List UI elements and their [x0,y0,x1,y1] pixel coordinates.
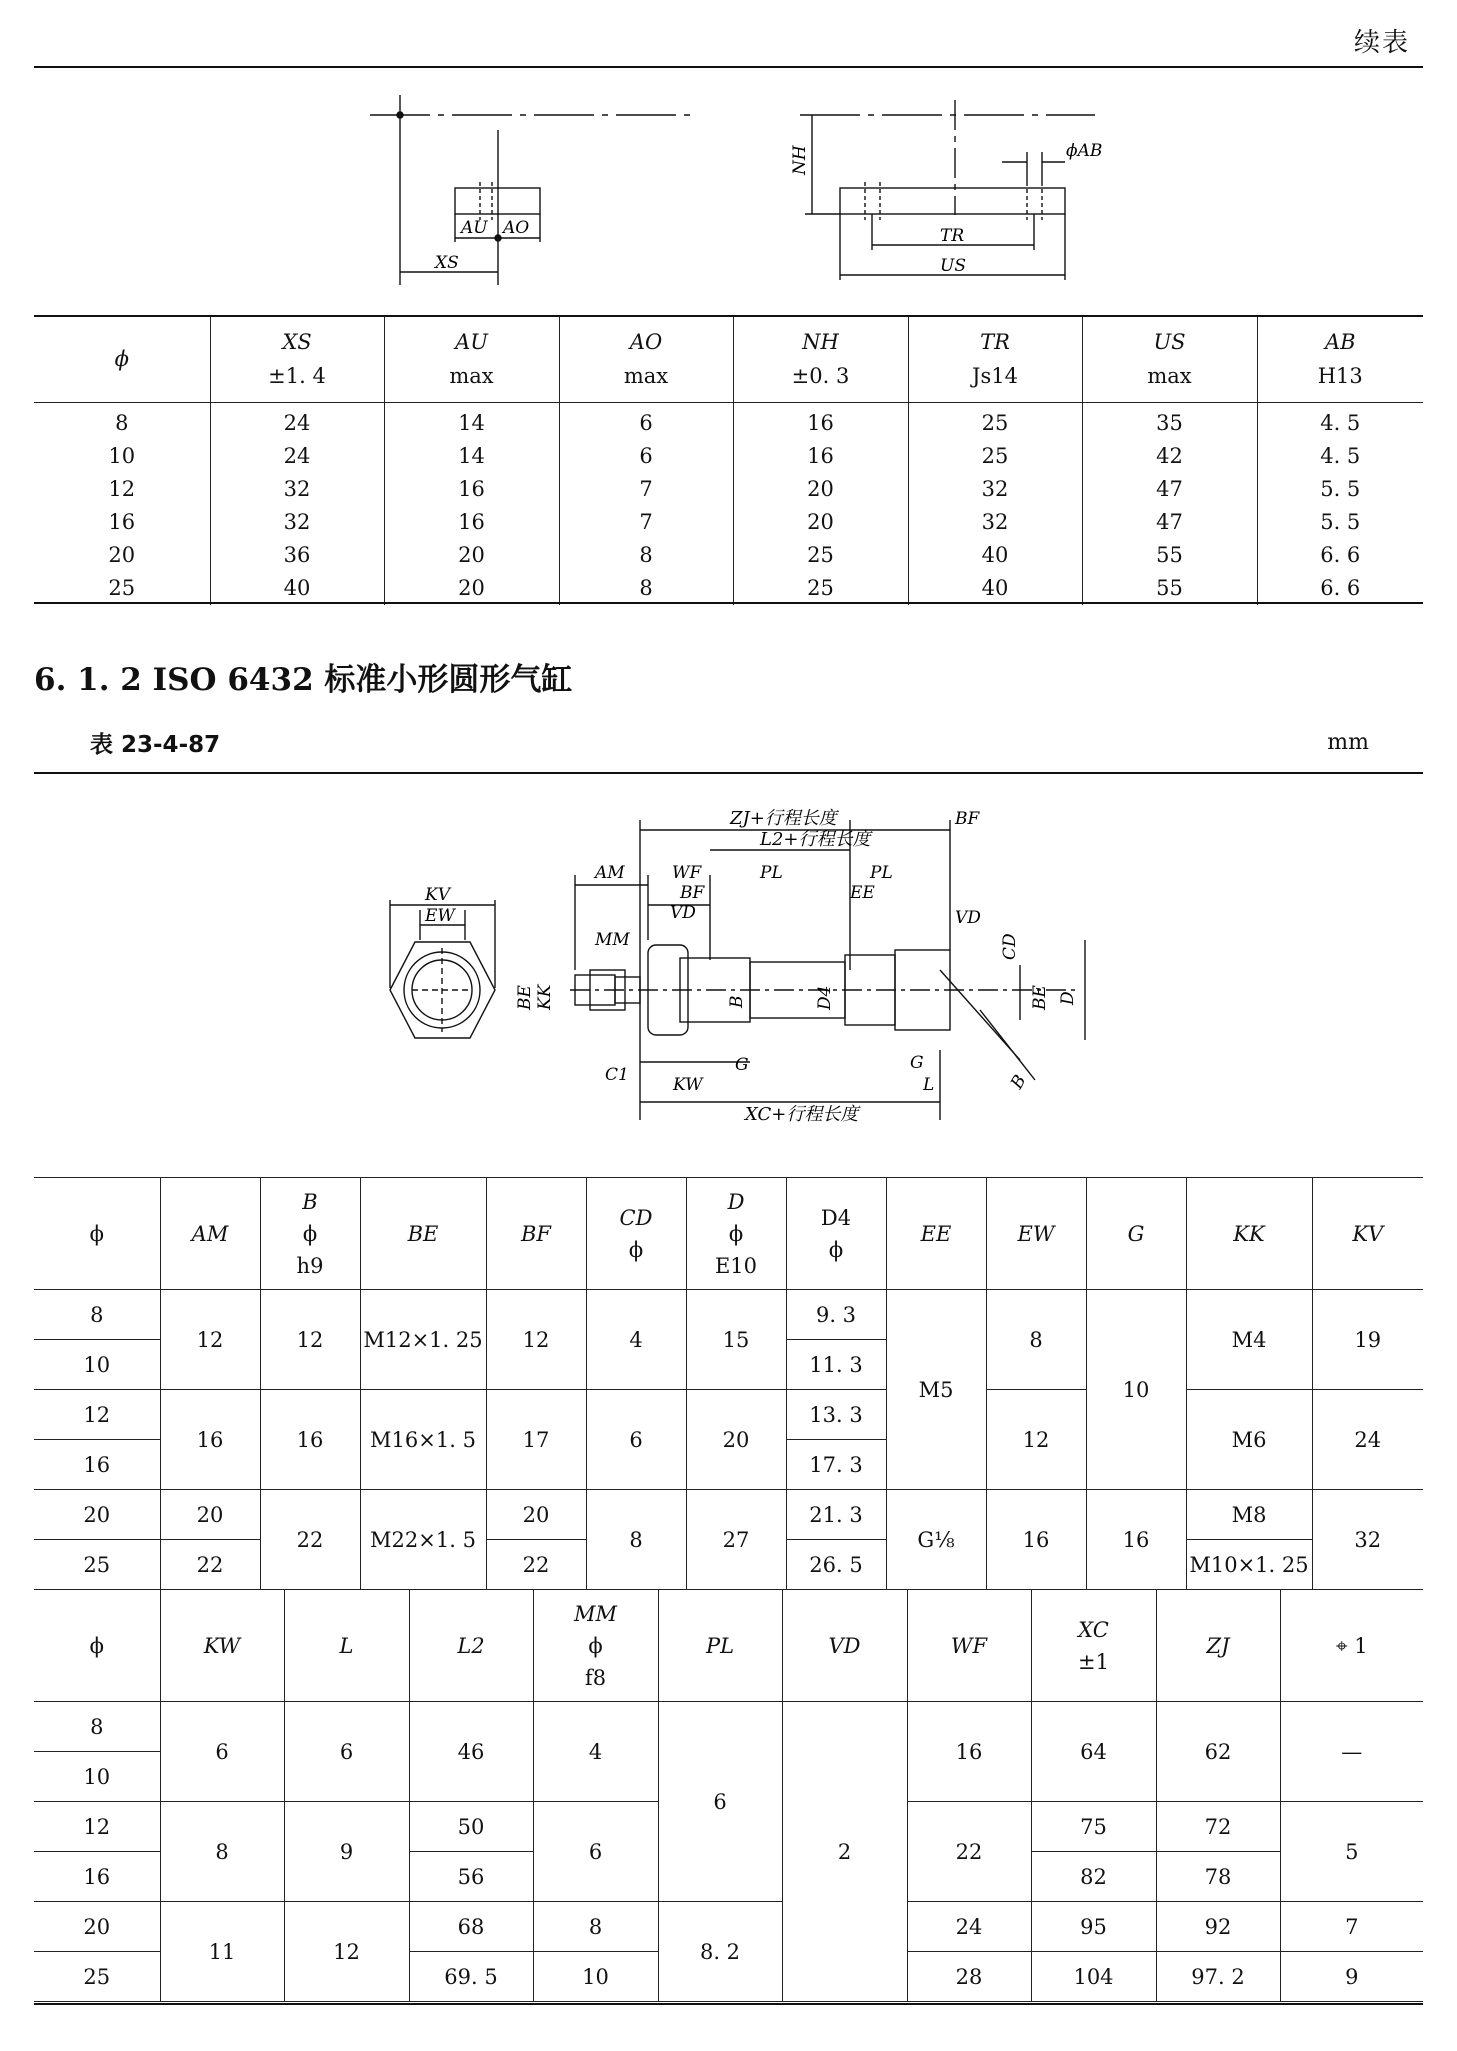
phi-cell: 16 [34,1852,160,1902]
be-label: BE [515,985,535,1010]
bf-cell: 17 [486,1390,586,1490]
header-cell: US max [1082,316,1257,402]
am-label: AM [595,863,625,883]
xc-cell: 95 [1031,1902,1156,1952]
table-cell: 20 [733,473,908,506]
table-row [34,402,1423,440]
table-row [34,1290,1423,1340]
pl2-label: PL [870,863,893,883]
au-label: AU [461,218,488,238]
table2b-header [34,1590,1423,1702]
kv-cell: 19 [1312,1290,1423,1390]
table-cell: 32 [210,506,384,539]
kv-cell: 24 [1312,1390,1423,1490]
table-cell: 42 [1082,440,1257,473]
table-cell: 20 [384,539,559,572]
table-cell: 20 [733,506,908,539]
zj-cell: 62 [1156,1702,1280,1802]
kk-cell: M8 [1186,1490,1312,1540]
table-cell: 40 [908,572,1082,605]
table-cell: 16 [733,440,908,473]
cylinder-drawing [380,790,1130,1140]
cd-cell: 8 [586,1490,686,1590]
l-cell: 12 [284,1902,409,2002]
table-cell: 7 [559,506,733,539]
ao-label: AO [503,218,530,238]
table2-bottom-rule [34,2003,1423,2005]
d4-cell: 17. 3 [786,1440,886,1490]
l-label: L [923,1075,935,1095]
table-cell: 14 [384,440,559,473]
phi-cell: 10 [34,1340,160,1390]
kw-cell: 11 [160,1902,284,2002]
mounting-sketch [360,90,1120,290]
table-row [34,539,1423,572]
header-cell: ϕ [34,316,210,402]
zj-label: ZJ+行程长度 [730,808,837,829]
header-cell: PL [658,1590,782,1702]
table-cell: 8 [559,572,733,605]
table-cell: 25 [733,572,908,605]
header-cell: EE [886,1178,986,1290]
d4-cell: 11. 3 [786,1340,886,1390]
table-row [34,440,1423,473]
table-cell: 5. 5 [1257,473,1423,506]
phi-cell: 8 [34,1290,160,1340]
d-cell: 20 [686,1390,786,1490]
wrench-cell: — [1280,1702,1423,1802]
section-title: 6. 1. 2 ISO 6432 标准小形圆形气缸 [34,662,573,698]
header-cell: G [1086,1178,1186,1290]
dimension-table-2a [34,1177,1423,1590]
kw-label: KW [673,1075,703,1095]
g-cell: 16 [1086,1490,1186,1590]
continued-label: 续表 [1353,28,1410,58]
table-cell: 5. 5 [1257,506,1423,539]
d4-cell: 26. 5 [786,1540,886,1590]
header-cell: BF [486,1178,586,1290]
cd-label: CD [1000,933,1020,960]
l2-cell: 69. 5 [409,1952,533,2002]
table-cell: 24 [210,402,384,440]
header-cell: D ϕ E10 [686,1178,786,1290]
xc-label: XC+行程长度 [745,1104,859,1125]
kk-cell: M10×1. 25 [1186,1540,1312,1590]
d-label: D [1058,991,1078,1005]
table-cell: 25 [908,440,1082,473]
kw-cell: 6 [160,1702,284,1802]
xc-cell: 64 [1031,1702,1156,1802]
table-cell: 12 [108,476,136,501]
zj-cell: 97. 2 [1156,1952,1280,2002]
pl-cell: 6 [658,1702,782,1902]
cd-cell: 6 [586,1390,686,1490]
phi-cell: 25 [34,1952,160,2002]
kw-cell: 8 [160,1802,284,1902]
wf-cell: 28 [907,1952,1031,2002]
table-row [34,473,1423,506]
mm-cell: 4 [533,1702,658,1802]
l2-cell: 50 [409,1802,533,1852]
table-row [34,1390,1423,1440]
pl-label: PL [760,863,783,883]
table-cell: 20 [384,572,559,605]
b-cell: 16 [260,1390,360,1490]
c1-label: C1 [605,1065,629,1085]
dimension-table-2b [34,1589,1423,2002]
b-cell: 12 [260,1290,360,1390]
header-cell: VD [782,1590,907,1702]
b-cell: 22 [260,1490,360,1590]
mm-label: MM [595,930,630,950]
am-cell: 22 [160,1540,260,1590]
header-cell: WF [907,1590,1031,1702]
table-cell: 10 [108,443,136,468]
table-cell: 6. 6 [1257,539,1423,572]
l-cell: 6 [284,1702,409,1802]
vd-cell: 2 [782,1702,907,2002]
dimension-table-1 [34,316,1423,605]
tr-label: TR [940,226,965,246]
table-cell: 24 [210,440,384,473]
header-cell: AU max [384,316,559,402]
bf-top-label: BF [955,809,980,829]
table-cell: 55 [1082,572,1257,605]
ew-label: EW [425,906,455,926]
table-cell: 20 [108,542,136,567]
xc-cell: 82 [1031,1852,1156,1902]
table-cell: 4. 5 [1257,440,1423,473]
vd2-label: VD [955,908,981,928]
table-row [34,1702,1423,1752]
am-cell: 12 [160,1290,260,1390]
ee-cell: M5 [886,1290,986,1490]
mm-cell: 10 [533,1952,658,2002]
table1-top-rule [34,315,1423,317]
table-cell: 55 [1082,539,1257,572]
header-cell: L [284,1590,409,1702]
table-cell: 8 [559,539,733,572]
phi-cell: 8 [34,1702,160,1752]
cd-cell: 4 [586,1290,686,1390]
wrench-icon: ⌖ 1 [1335,1633,1368,1658]
l-cell: 9 [284,1802,409,1902]
header-cell: EW [986,1178,1086,1290]
header-cell: AB H13 [1257,316,1423,402]
table-row [34,1902,1423,1952]
xc-cell: 104 [1031,1952,1156,2002]
zj-cell: 72 [1156,1802,1280,1852]
table-cell: 32 [908,506,1082,539]
phi-cell: 25 [34,1540,160,1590]
table-cell: 47 [1082,506,1257,539]
table-cell: 6 [559,440,733,473]
table2a-header [34,1178,1423,1290]
header-cell: AO max [559,316,733,402]
phi-cell: 16 [34,1440,160,1490]
bf-cell: 20 [486,1490,586,1540]
table1-body [34,402,1423,605]
kv-cell: 32 [1312,1490,1423,1590]
ab-label: ϕAB [1066,141,1103,161]
table2-top-rule [34,772,1423,774]
kk-cell: M6 [1186,1390,1312,1490]
d4-label: D4 [815,985,835,1010]
table-cell: 40 [210,572,384,605]
table-cell: 40 [908,539,1082,572]
header-cell: CD ϕ [586,1178,686,1290]
vd-label: VD [670,903,696,923]
header-cell: ϕ [34,1590,160,1702]
ew-cell: 12 [986,1390,1086,1490]
g2-label: G [910,1053,924,1073]
table1-header [34,316,1423,402]
l2-label: L2+行程长度 [760,829,871,850]
wf-cell: 22 [907,1802,1031,1902]
bf-label: BF [680,883,705,903]
d-cell: 15 [686,1290,786,1390]
phi-cell: 12 [34,1802,160,1852]
nh-label: NH [790,145,810,175]
am-cell: 20 [160,1490,260,1540]
am-cell: 16 [160,1390,260,1490]
table-cell: 7 [559,473,733,506]
pl-cell: 8. 2 [658,1902,782,2002]
table-cell: 32 [908,473,1082,506]
phi-cell: 10 [34,1752,160,1802]
be-cell: M12×1. 25 [360,1290,486,1390]
zj-cell: 92 [1156,1902,1280,1952]
table-cell: 6 [559,402,733,440]
table1-bottom-rule [34,602,1423,604]
table-cell: 25 [108,575,136,600]
bf-cell: 22 [486,1540,586,1590]
header-cell: ϕ [34,1178,160,1290]
unit-label: mm [1327,730,1369,755]
header-cell: XS ±1. 4 [210,316,384,402]
table-cell: 6. 6 [1257,572,1423,605]
be-cell: M22×1. 5 [360,1490,486,1590]
b-label: B [727,995,747,1008]
g-cell: 10 [1086,1290,1186,1490]
bf-cell: 12 [486,1290,586,1390]
header-cell: KK [1186,1178,1312,1290]
l2-cell: 56 [409,1852,533,1902]
table-cell: 47 [1082,473,1257,506]
xc-cell: 75 [1031,1802,1156,1852]
wf-cell: 16 [907,1702,1031,1802]
zj-cell: 78 [1156,1852,1280,1902]
header-cell: NH ±0. 3 [733,316,908,402]
d4-cell: 21. 3 [786,1490,886,1540]
table-cell: 16 [733,402,908,440]
kv-label: KV [425,885,450,905]
mm-cell: 6 [533,1802,658,1902]
wrench-header-cell [1280,1590,1423,1702]
ew-cell: 8 [986,1290,1086,1390]
wrench-cell: 9 [1280,1952,1423,2002]
table-cell: 4. 5 [1257,402,1423,440]
ee-cell: G⅛ [886,1490,986,1590]
kk-cell: M4 [1186,1290,1312,1390]
header-cell: ZJ [1156,1590,1280,1702]
phi-cell: 20 [34,1490,160,1540]
d4-cell: 13. 3 [786,1390,886,1440]
phi-cell: 12 [34,1390,160,1440]
kk-label: KK [535,984,555,1010]
header-cell: AM [160,1178,260,1290]
xs-label: XS [435,253,459,273]
ee-label: EE [850,883,875,903]
mm-cell: 8 [533,1902,658,1952]
header-cell: B ϕ h9 [260,1178,360,1290]
header-cell: XC ±1 [1031,1590,1156,1702]
us-label: US [940,256,966,276]
d4-cell: 9. 3 [786,1290,886,1340]
be-cell: M16×1. 5 [360,1390,486,1490]
table-cell: 16 [384,506,559,539]
table-cell: 16 [384,473,559,506]
table-cell: 35 [1082,402,1257,440]
header-cell: KW [160,1590,284,1702]
wrench-cell: 7 [1280,1902,1423,1952]
wf-cell: 24 [907,1902,1031,1952]
wf-label: WF [672,863,702,883]
table-cell: 32 [210,473,384,506]
table-cell: 25 [908,402,1082,440]
table-cell: 25 [733,539,908,572]
wrench-cell: 5 [1280,1802,1423,1902]
table-row [34,506,1423,539]
top-rule [34,66,1423,68]
table-row [34,572,1423,605]
g-label: G [735,1055,749,1075]
l2-cell: 68 [409,1902,533,1952]
header-cell: D4 ϕ [786,1178,886,1290]
l2-cell: 46 [409,1702,533,1802]
ew-cell: 16 [986,1490,1086,1590]
table-row [34,1490,1423,1540]
table-label: 表 23-4-87 [90,732,221,758]
header-cell: L2 [409,1590,533,1702]
be2-label: BE [1030,985,1050,1010]
b2-label: B [1007,1071,1031,1093]
table-cell: 36 [210,539,384,572]
header-cell: MM ϕ f8 [533,1590,658,1702]
header-cell: KV [1312,1178,1423,1290]
phi-cell: 20 [34,1902,160,1952]
table-cell: 16 [108,509,136,534]
table-cell: 14 [384,402,559,440]
table-cell: 8 [115,410,129,435]
d-cell: 27 [686,1490,786,1590]
header-cell: BE [360,1178,486,1290]
header-cell: TR Js14 [908,316,1082,402]
